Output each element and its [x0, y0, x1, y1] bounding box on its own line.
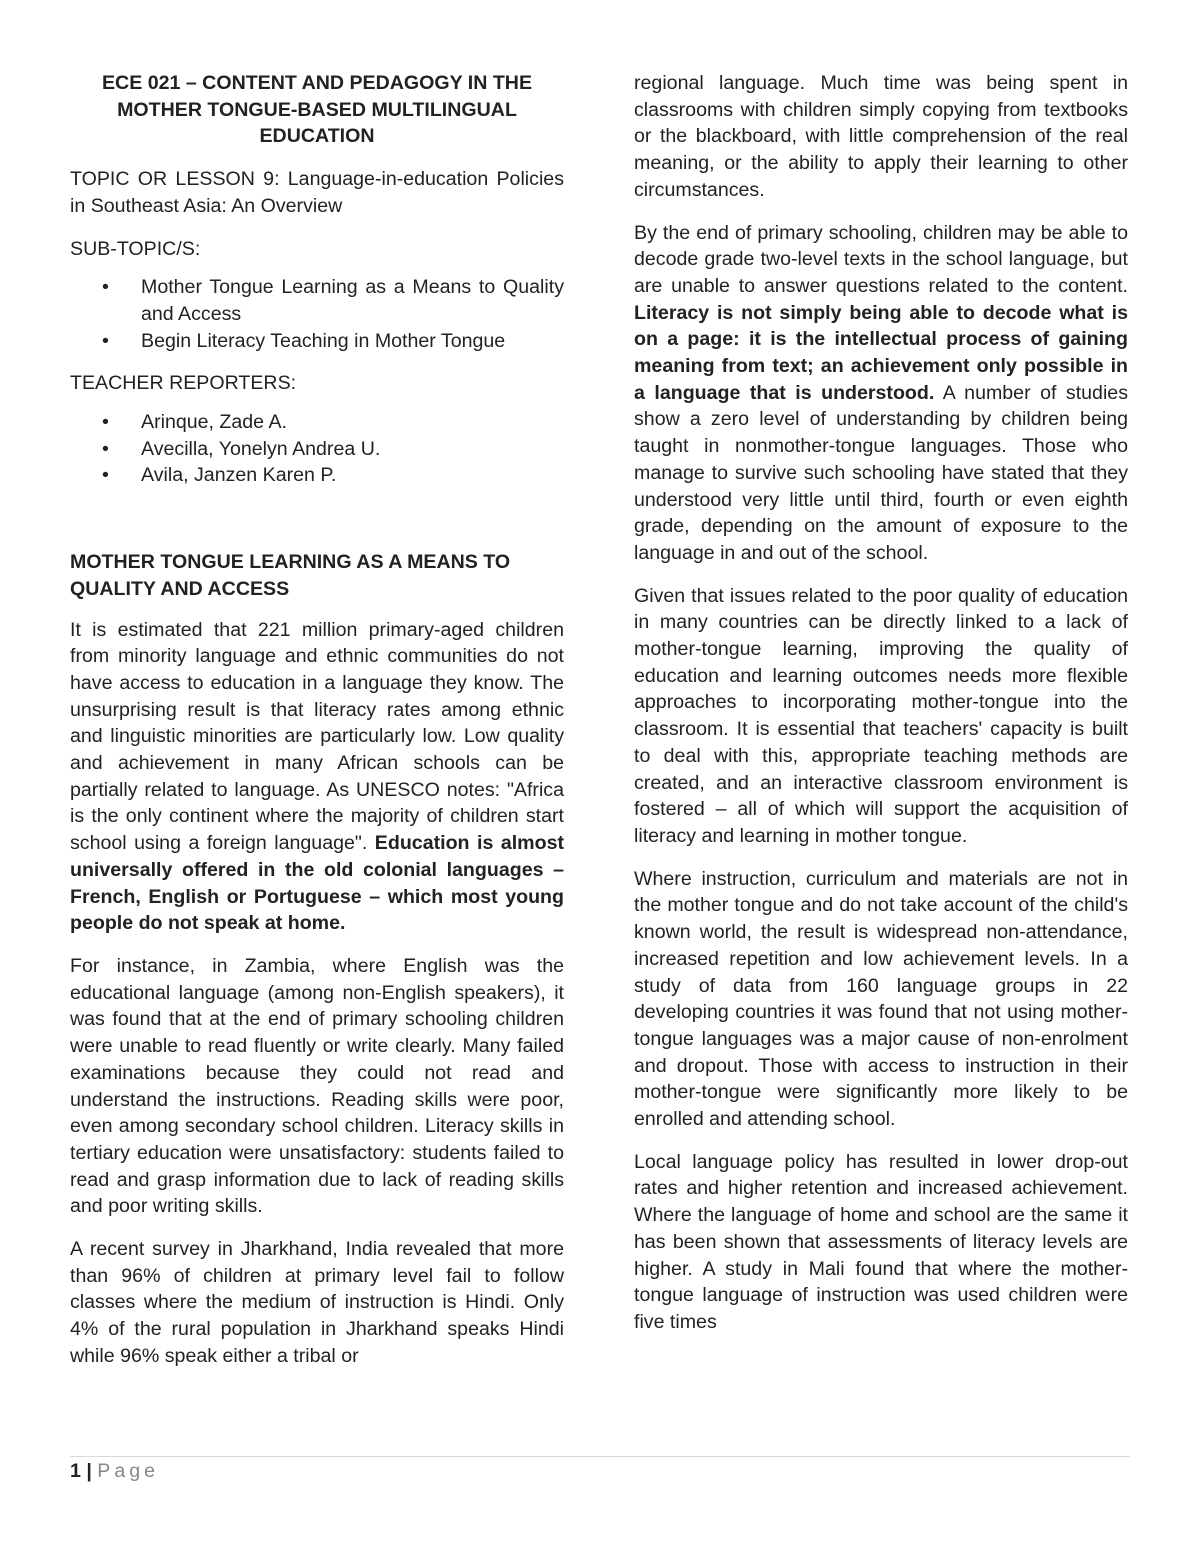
- paragraph-7: Where instruction, curriculum and materials are not in the mother tongue and do not take account of the child's known world, the result is widespread non-attendance, increased repetition and low achievement levels. In a study of data from 160 language groups in 22 developing countries it was found that not using mother-tongue languages was a major cause of non-enrolment and dropout. Those with access to instruction in their mother-tongue were significantly more likely to be enrolled and attending school.: [634, 867, 1128, 1131]
- paragraph-2: For instance, in Zambia, where English was the educational language (among non-English speakers), it was found that at the end of primary schooling children were unable to read fluently or write clearly. Many failed examinations because they could not read and understand the instructions. Reading skills were poor, even among secondary school children. Literacy skills in tertiary education were unsatisfactory: students failed to read and grasp information due to lack of reading skills and poor writing skills.: [70, 954, 564, 1218]
- footer-divider: [70, 1456, 1130, 1457]
- subtopic-text: Begin Literacy Teaching in Mother Tongue: [141, 329, 506, 352]
- page-footer: [70, 1460, 159, 1483]
- paragraph-1: [70, 617, 564, 937]
- paragraph-1-bold: Education is almost universally offered in the old colonial languages – French, English or Portuguese – which most young people do not speak at home.: [70, 832, 564, 935]
- subtopics-label: SUB-TOPIC/S:: [70, 237, 201, 260]
- bullet-icon: •: [102, 329, 109, 352]
- paragraph-8: Local language policy has resulted in lower drop-out rates and higher retention and increased achievement. Where the language of home and school are the same it has been shown that assessments of literacy levels are higher. A study in Mali found that where the mother-tongue language of instruction was used children were five times: [634, 1150, 1128, 1333]
- paragraph-5-after: A number of studies show a zero level of understanding by children being taught in nonmother-tongue languages. Those who manage to survive such schooling have stated that they understood very little until third, fourth or even eighth grade, depending on the amount of exposure to the language in and out of the school.: [634, 381, 1128, 564]
- bullet-icon: •: [102, 276, 109, 299]
- paragraph-6: Given that issues related to the poor quality of education in many countries can be directly linked to a lack of mother-tongue learning, improving the quality of education and learning outcomes needs more flexible approaches to incorporating mother-tongue into the classroom. It is essential that teachers' capacity is built to deal with this, appropriate teaching methods are created, and an interactive classroom environment is fostered – all of which will support the acquisition of literacy and learning in mother tongue.: [634, 584, 1128, 847]
- right-column: [634, 70, 1128, 1352]
- subtopics-list: [70, 274, 564, 354]
- section-heading: MOTHER TONGUE LEARNING AS A MEANS TO QUALITY AND ACCESS: [70, 551, 511, 600]
- list-item: [70, 274, 564, 327]
- reporter-name: Avecilla, Yonelyn Andrea U.: [141, 437, 381, 460]
- spacer: [70, 505, 564, 549]
- bullet-icon: •: [102, 437, 109, 460]
- reporters-label: TEACHER REPORTERS:: [70, 372, 297, 395]
- paragraph-1-text: It is estimated that 221 million primary-aged children from minority language and ethnic communities do not have access to education in a language they know. The unsurprising result is that literacy rates among ethnic and linguistic minorities are particularly low. Low quality and achievement in many African schools can be partially related to language. As UNESCO notes: "Africa is the only continent where the majority of children start school using a foreign language".: [70, 618, 564, 855]
- topic-line: TOPIC OR LESSON 9: Language-in-education Policies in Southeast Asia: An Overview: [70, 168, 564, 217]
- list-item: [70, 436, 564, 463]
- bullet-icon: •: [102, 464, 109, 487]
- subtopic-text: Mother Tongue Learning as a Means to Quality and Access: [141, 276, 564, 325]
- paragraph-4: regional language. Much time was being spent in classrooms with children simply copying from textbooks or the blackboard, with little comprehension of the real meaning, or the ability to apply their learning to other circumstances.: [634, 72, 1128, 201]
- paragraph-5-before: By the end of primary schooling, children may be able to decode grade two-level texts in the school language, but are unable to answer questions related to the content.: [634, 221, 1128, 297]
- paragraph-3: A recent survey in Jharkhand, India revealed that more than 96% of children at primary level fail to follow classes where the medium of instruction is Hindi. Only 4% of the rural population in Jharkhand speaks Hindi while 96% speak either a tribal or: [70, 1238, 564, 1367]
- page-number: 1: [70, 1460, 81, 1482]
- paragraph-5-bold: Literacy is not simply being able to decode what is on a page: it is the intellectual process of gaining meaning from text; an achievement only possible in a language that is understood.: [634, 301, 1128, 404]
- list-item: [70, 462, 564, 489]
- footer-separator: |: [86, 1460, 92, 1482]
- paragraph-5: [634, 220, 1128, 567]
- bullet-icon: •: [102, 411, 109, 434]
- reporters-list: [70, 409, 564, 489]
- reporter-name: Arinque, Zade A.: [141, 411, 287, 434]
- page-label: Page: [97, 1460, 160, 1482]
- reporter-name: Avila, Janzen Karen P.: [141, 464, 337, 487]
- left-column: [70, 70, 564, 1386]
- document-title: ECE 021 – CONTENT AND PEDAGOGY IN THE MOTHER TONGUE-BASED MULTILINGUAL EDUCATION: [101, 72, 533, 148]
- list-item: [70, 409, 564, 436]
- list-item: [70, 328, 564, 355]
